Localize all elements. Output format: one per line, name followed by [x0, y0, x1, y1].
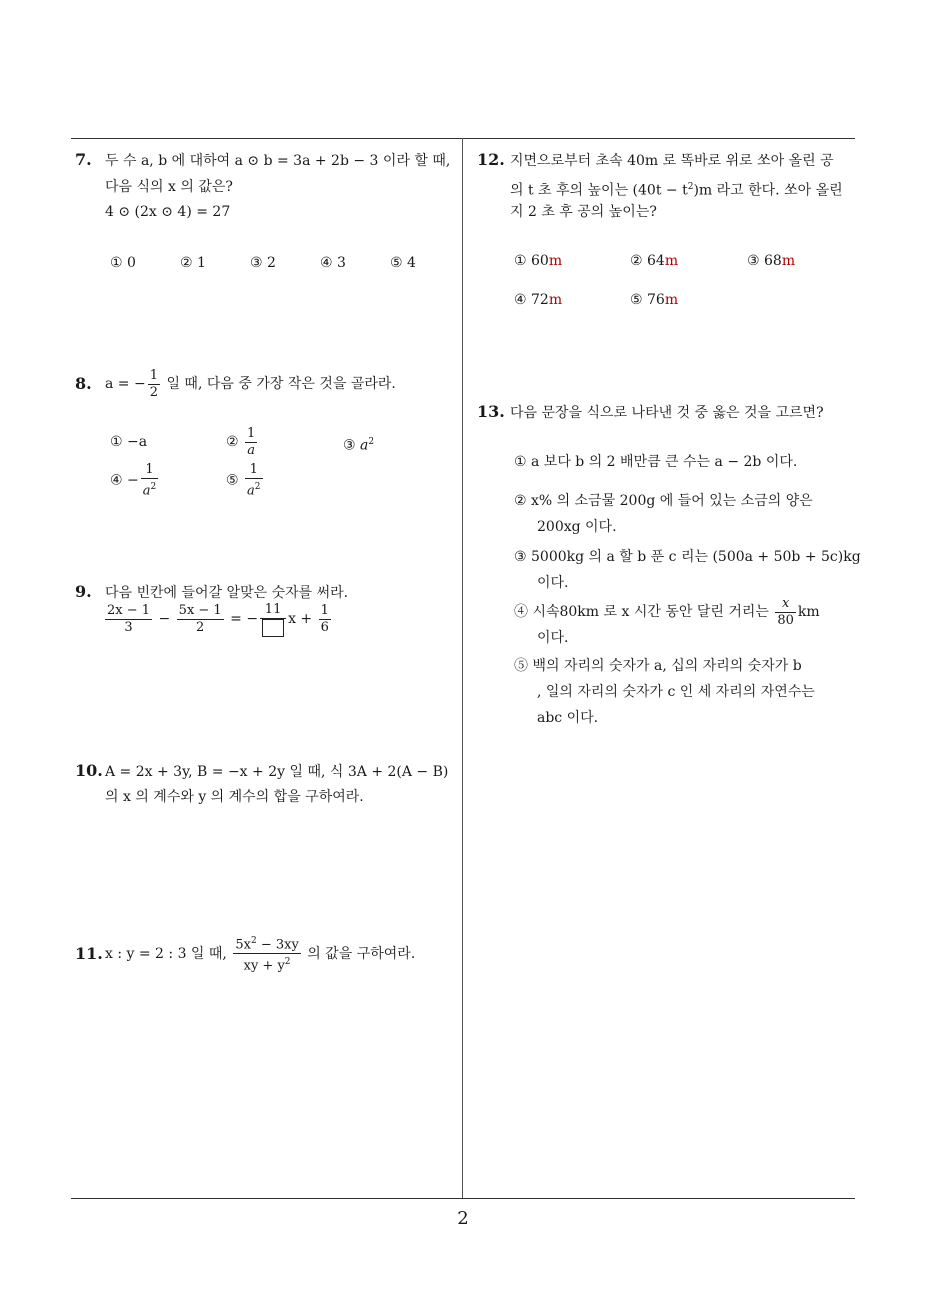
fraction [319, 603, 331, 636]
fraction [148, 368, 160, 401]
x-plus: x + [288, 611, 313, 627]
question-number: 13. [477, 402, 505, 421]
option-5[interactable] [630, 290, 678, 310]
text-part: 의 t 초 후의 높이는 (40t − t [510, 182, 688, 199]
option-3[interactable] [747, 251, 795, 271]
option-5[interactable]: ⑤ 백의 자리의 숫자가 a, 십의 자리의 숫자가 b [514, 658, 802, 674]
option-3[interactable]: ③ 2 [250, 255, 276, 271]
option-5-continued: , 일의 자리의 숫자가 c 인 세 자리의 자연수는 [537, 684, 815, 700]
question-number: 7. [75, 150, 92, 169]
unit: m [548, 253, 563, 269]
numerator: 1 [320, 602, 329, 618]
option-5[interactable]: ⑤ 4 [390, 255, 416, 271]
question-text-line: 다음 문장을 식으로 나타낸 것 중 옳은 것을 고르면? [510, 405, 824, 421]
exponent: 2 [250, 936, 257, 946]
denominator [141, 479, 159, 499]
denominator: 3 [124, 619, 133, 635]
numerator-term: − 3xy [256, 937, 299, 953]
option-mark: ③ [343, 437, 356, 454]
exponent: 2 [150, 482, 157, 492]
minus-sign: − [127, 472, 139, 489]
denominator: 80 [777, 612, 794, 628]
equation: 4 ⊙ (2x ⊙ 4) = 27 [105, 204, 231, 220]
question-text-line: 다음 빈칸에 들어갈 알맞은 숫자를 써라. [105, 585, 349, 601]
option-4[interactable] [514, 290, 562, 310]
question-text-line: A = 2x + 3y, B = −x + 2y 일 때, 식 3A + 2(A − B) [105, 764, 449, 780]
question-text-line: 의 x 의 계수와 y 의 계수의 합을 구하여라. [105, 789, 364, 805]
option-2-continued: 200xg 이다. [537, 519, 617, 535]
stem-prefix: a = − [105, 376, 146, 392]
base: a [247, 483, 255, 499]
text-part: )m 라고 한다. 쏘아 올린 [693, 182, 843, 199]
equals-minus: = − [230, 611, 259, 627]
option-text: ④ 시속80km 로 x 시간 동안 달린 거리는 [514, 604, 769, 620]
option-mark: ② [226, 434, 239, 450]
base: a [142, 483, 151, 499]
exponent: 2 [254, 482, 261, 492]
unit: m [781, 253, 796, 269]
option-2[interactable] [226, 424, 259, 460]
question-number: 8. [75, 374, 92, 393]
question-text-line: 지 2 초 후 공의 높이는? [510, 204, 657, 220]
denominator: a [247, 442, 256, 458]
stem-suffix: 의 값을 구하여라. [307, 945, 416, 962]
equation [103, 600, 333, 638]
option-value: ③ 68 [747, 253, 782, 269]
fraction [245, 426, 257, 459]
option-value: ① 60 [514, 253, 549, 269]
denominator [260, 619, 286, 637]
option-1[interactable] [514, 251, 562, 271]
numerator: 1 [245, 462, 263, 479]
question-text-line [105, 933, 415, 975]
option-1[interactable]: ① 0 [110, 255, 136, 271]
question-text-line [510, 177, 843, 201]
fraction [233, 933, 300, 975]
numerator: 5x − 1 [178, 602, 222, 618]
exponent: 2 [368, 437, 375, 447]
exponent: 2 [687, 182, 694, 192]
numerator: x [775, 596, 796, 613]
option-4[interactable] [110, 462, 160, 499]
numerator: 1 [247, 425, 256, 441]
column-divider [462, 138, 463, 1199]
stem-suffix: 일 때, 다음 중 가장 작은 것을 골라라. [166, 376, 396, 392]
numerator [233, 933, 300, 954]
unit-text: km [797, 604, 820, 620]
question-text-line: 두 수 a, b 에 대하여 a ⊙ b = 3a + 2b − 3 이라 할 때, [105, 153, 451, 169]
numerator-term: 5x [235, 937, 251, 953]
option-1[interactable]: ① −a [110, 434, 148, 450]
option-3-continued: 이다. [537, 575, 569, 591]
question-number: 10. [75, 761, 103, 780]
option-4[interactable]: ④ 3 [320, 255, 346, 271]
option-mark: ⑤ [226, 472, 239, 489]
exponent: 2 [284, 957, 291, 968]
option-2[interactable]: ② 1 [180, 255, 206, 271]
page-number: 2 [457, 1208, 469, 1229]
question-number: 9. [75, 582, 92, 601]
unit: m [664, 253, 679, 269]
stem-prefix: x : y = 2 : 3 일 때, [105, 945, 227, 962]
fraction [141, 462, 159, 499]
option-4-continued: 이다. [537, 630, 569, 646]
option-value: ② 64 [630, 253, 665, 269]
question-number: 11. [75, 944, 103, 963]
option-3[interactable] [343, 432, 374, 456]
denominator-term: xy + y [243, 958, 285, 974]
denominator: 6 [320, 619, 329, 635]
option-2[interactable] [630, 251, 678, 271]
fraction [177, 603, 224, 636]
top-rule [71, 138, 855, 139]
denominator [245, 479, 263, 499]
fraction [245, 462, 263, 499]
question-number: 12. [477, 150, 505, 169]
base: a [360, 437, 369, 454]
answer-blank[interactable] [262, 619, 284, 637]
unit: m [664, 292, 679, 308]
option-5-continued: abc 이다. [537, 710, 599, 726]
denominator: 2 [196, 619, 205, 635]
numerator: 2x − 1 [107, 602, 151, 618]
option-5[interactable] [226, 462, 265, 499]
question-text-line: 지면으로부터 초속 40m 로 똑바로 위로 쏘아 올린 공 [510, 153, 834, 169]
bottom-rule [71, 1198, 855, 1199]
option-3[interactable]: ③ 5000kg 의 a 할 b 푼 c 리는 (500a + 50b + 5c)kg [514, 549, 861, 565]
option-2[interactable]: ② x% 의 소금물 200g 에 들어 있는 소금의 양은 [514, 493, 813, 509]
option-value: ⑤ 76 [630, 292, 665, 308]
numerator: 11 [260, 602, 286, 619]
option-1[interactable]: ① a 보다 b 의 2 배만큼 큰 수는 a − 2b 이다. [514, 454, 798, 470]
numerator: 1 [141, 462, 159, 479]
fraction [260, 602, 286, 637]
option-mark: ④ [110, 472, 123, 489]
question-text-line [105, 366, 396, 402]
unit: m [548, 292, 563, 308]
question-text-line: 다음 식의 x 의 값은? [105, 179, 233, 195]
fraction [775, 596, 796, 629]
numerator: 1 [149, 367, 158, 383]
minus-sign: − [158, 611, 171, 627]
fraction [105, 603, 152, 636]
option-value: ④ 72 [514, 292, 549, 308]
denominator [233, 954, 300, 974]
option-4[interactable] [514, 594, 820, 630]
denominator: 2 [149, 384, 158, 400]
